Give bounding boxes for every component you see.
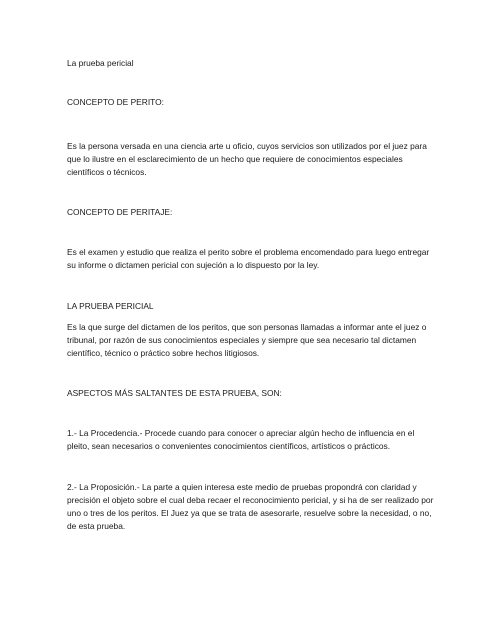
paragraph-line: precisión el objeto sobre el cual deba recaer el reconocimiento pericial, y si ha de ser realizado por xyxy=(67,495,434,505)
paragraph-proposicion xyxy=(67,481,437,533)
paragraph-line: de esta prueba. xyxy=(67,521,126,531)
paragraph-line: pleito, sean necesarios o convenientes conocimientos científicos, artísticos o prácticos. xyxy=(67,441,391,451)
paragraph-procedencia xyxy=(67,427,437,453)
paragraph-line: que lo ilustre en el esclarecimiento de un hecho que requiere de conocimientos especiales xyxy=(67,154,403,164)
paragraph-line: uno o tres de los peritos. El Juez ya que se trata de asesorarle, resuelve sobre la necesidad, o no, xyxy=(67,508,432,518)
document-title: La prueba pericial xyxy=(67,58,134,68)
paragraph-line: científicos o técnicos. xyxy=(67,167,147,177)
paragraph-line: Es el examen y estudio que realiza el perito sobre el problema encomendado para luego entregar xyxy=(67,247,430,257)
heading-prueba-pericial: LA PRUEBA PERICIAL xyxy=(67,301,154,311)
paragraph-line: Es la que surge del dictamen de los peritos, que son personas llamadas a informar ante el juez o xyxy=(67,322,427,332)
paragraph-line: 1.- La Procedencia.- Procede cuando para conocer o apreciar algún hecho de influencia en el xyxy=(67,428,415,438)
paragraph-line: 2.- La Proposición.- La parte a quien interesa este medio de pruebas propondrá con claridad y xyxy=(67,482,417,492)
paragraph-concepto-perito xyxy=(67,140,437,179)
paragraph-prueba-pericial xyxy=(67,321,437,360)
heading-concepto-perito: CONCEPTO DE PERITO: xyxy=(67,97,164,107)
paragraph-line: Es la persona versada en una ciencia arte u oficio, cuyos servicios son utilizados por el juez para xyxy=(67,141,427,151)
heading-concepto-peritaje: CONCEPTO DE PERITAJE: xyxy=(67,207,173,217)
paragraph-concepto-peritaje xyxy=(67,246,437,272)
paragraph-line: su informe o dictamen pericial con sujeción a lo dispuesto por la ley. xyxy=(67,260,320,270)
paragraph-line: científico, técnico o práctico sobre hechos litigiosos. xyxy=(67,348,260,358)
heading-aspectos: ASPECTOS MÁS SALTANTES DE ESTA PRUEBA, SON: xyxy=(67,388,282,398)
paragraph-line: tribunal, por razón de sus conocimientos especiales y siempre que sea necesario tal dictamen xyxy=(67,335,417,345)
